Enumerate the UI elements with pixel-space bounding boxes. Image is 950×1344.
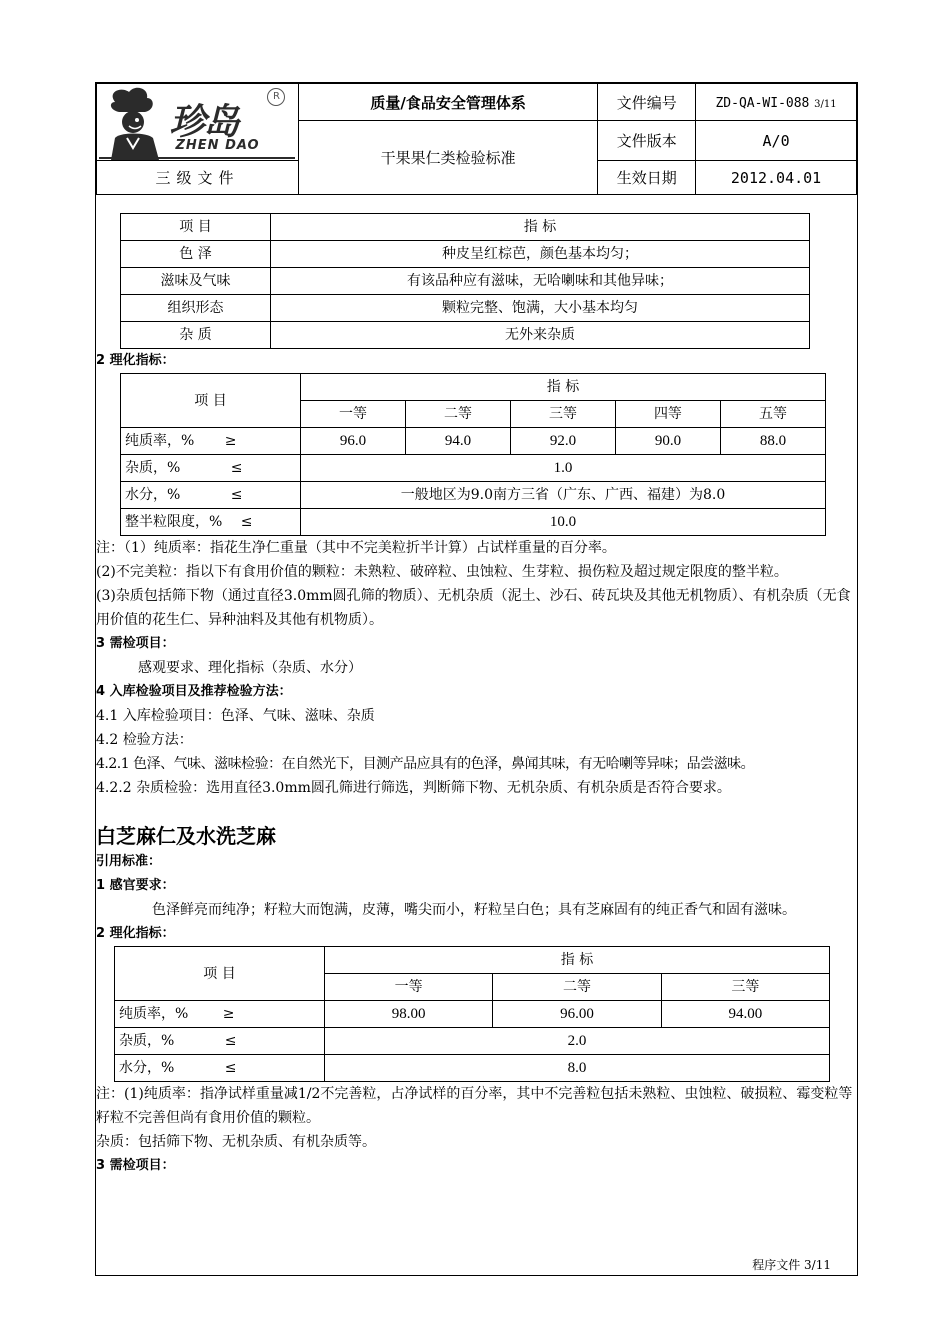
table-row	[115, 1055, 830, 1082]
document-header	[96, 83, 857, 195]
row-symbol: ≥	[224, 433, 237, 449]
row-label	[121, 509, 301, 536]
table-header: 项 目	[121, 214, 271, 241]
table-row	[121, 455, 826, 482]
row-label-text: 杂质，%	[125, 460, 181, 476]
management-system: 质量/食品安全管理体系	[298, 84, 597, 121]
section-heading: 3 需检项目：	[96, 1158, 175, 1173]
table-header: 指 标	[301, 374, 826, 401]
version-value: A/0	[696, 121, 857, 161]
table-cell: 8.0	[325, 1055, 830, 1082]
grade-header: 二等	[493, 974, 661, 1001]
document-page	[95, 82, 858, 1276]
table-cell: 颗粒完整、饱满，大小基本均匀	[271, 295, 810, 322]
table-cell: 组织形态	[121, 295, 271, 322]
table-row	[121, 322, 810, 349]
row-label	[121, 455, 301, 482]
grade-header: 三等	[661, 974, 829, 1001]
row-symbol: ≤	[230, 487, 243, 503]
phys-table-peanut	[120, 373, 826, 536]
doc-no-cell	[696, 84, 857, 121]
table-row	[121, 428, 826, 455]
document-body	[96, 213, 857, 1178]
table-row	[115, 1028, 830, 1055]
section-title: 白芝麻仁及水洗芝麻	[96, 824, 276, 848]
row-label	[115, 1028, 325, 1055]
row-label-text: 水分，%	[125, 487, 181, 503]
row-label-text: 纯质率，%	[125, 433, 195, 449]
table-header: 项 目	[115, 947, 325, 1001]
table-cell: 色 泽	[121, 241, 271, 268]
table-cell: 92.0	[510, 428, 615, 455]
note-line: 注：（1）纯质率：指花生净仁重量（其中不完美粒折半计算）占试样重量的百分率。	[96, 540, 616, 556]
table-cell: 98.00	[325, 1001, 493, 1028]
table-row	[121, 509, 826, 536]
section-heading: 引用标准：	[96, 854, 162, 869]
document-level: 三级文件	[97, 161, 299, 195]
section-heading: 4 入库检验项目及推荐检验方法：	[96, 684, 292, 699]
doc-page-no: 3/11	[814, 99, 837, 110]
table-cell: 2.0	[325, 1028, 830, 1055]
company-logo	[97, 84, 297, 160]
table-header: 指 标	[325, 947, 830, 974]
method-line: 4.2 检验方法：	[96, 732, 193, 748]
table-row	[121, 268, 810, 295]
row-label	[115, 1001, 325, 1028]
table-row	[121, 295, 810, 322]
row-label-text: 水分，%	[119, 1060, 175, 1076]
row-label	[121, 428, 301, 455]
sensory-text: 色泽鲜亮而纯净；籽粒大而饱满，皮薄，嘴尖而小，籽粒呈白色；具有芝麻固有的纯正香气和固有滋味。	[152, 902, 796, 918]
sensory-table	[120, 213, 810, 349]
row-label	[115, 1055, 325, 1082]
version-label: 文件版本	[598, 121, 696, 161]
doc-no-label: 文件编号	[598, 84, 696, 121]
row-symbol: ≤	[240, 514, 253, 530]
section-heading: 2 理化指标：	[96, 926, 175, 941]
brand-name-en: ZHEN DAO	[175, 138, 260, 153]
method-line: 4.2.2 杂质检验：选用直径3.0mm圆孔筛进行筛选，判断筛下物、无机杂质、有机杂质是否符合要求。	[96, 780, 731, 796]
table-row	[121, 482, 826, 509]
table-cell: 杂 质	[121, 322, 271, 349]
grade-header: 五等	[720, 401, 825, 428]
row-label	[121, 482, 301, 509]
note-line: 注：(1)纯质率：指净试样重量减1/2不完善粒，占净试样的百分率，其中不完善粒包括未熟粒、虫蚀粒、破损粒、霉变粒等籽粒不完善但尚有食用价值的颗粒。	[96, 1086, 853, 1126]
table-cell: 96.00	[493, 1001, 661, 1028]
table-cell: 种皮呈红棕芭，颜色基本均匀；	[271, 241, 810, 268]
date-label: 生效日期	[598, 161, 696, 195]
grade-header: 四等	[615, 401, 720, 428]
logo-cell	[97, 84, 299, 161]
table-row	[121, 241, 810, 268]
table-cell: 一般地区为9.0南方三省（广东、广西、福建）为8.0	[301, 482, 826, 509]
table-cell: 滋味及气味	[121, 268, 271, 295]
table-row	[115, 1001, 830, 1028]
row-symbol: ≤	[230, 460, 243, 476]
method-line: 4.1 入库检验项目：色泽、气味、滋味、杂质	[96, 708, 375, 724]
grade-header: 三等	[510, 401, 615, 428]
note-line: (2)不完美粒：指以下有食用价值的颗粒：未熟粒、破碎粒、虫蚀粒、生芽粒、损伤粒及超过规定限度的整半粒。	[96, 564, 788, 580]
check-items: 感观要求、理化指标（杂质、水分）	[138, 660, 362, 676]
grade-header: 一等	[301, 401, 406, 428]
table-cell: 有该品种应有滋味，无哈喇味和其他异味；	[271, 268, 810, 295]
grade-header: 二等	[405, 401, 510, 428]
effective-date: 2012.04.01	[696, 161, 857, 195]
row-symbol: ≤	[224, 1060, 237, 1076]
table-cell: 96.0	[301, 428, 406, 455]
registered-mark: R	[267, 88, 285, 106]
note-line: 杂质：包括筛下物、无机杂质、有机杂质等。	[96, 1134, 376, 1150]
table-cell: 88.0	[720, 428, 825, 455]
page-footer: 程序文件 3/11	[752, 1258, 831, 1272]
table-cell: 90.0	[615, 428, 720, 455]
table-cell: 10.0	[301, 509, 826, 536]
grade-header: 一等	[325, 974, 493, 1001]
table-header: 项 目	[121, 374, 301, 428]
table-cell: 94.0	[405, 428, 510, 455]
brand-name: 珍岛	[169, 102, 238, 143]
table-cell: 94.00	[661, 1001, 829, 1028]
row-symbol: ≥	[222, 1006, 235, 1022]
section-heading: 2 理化指标：	[96, 353, 175, 368]
document-title: 干果果仁类检验标准	[298, 121, 597, 195]
section-heading: 3 需检项目：	[96, 636, 175, 651]
section-heading: 1 感官要求：	[96, 878, 175, 893]
row-label-text: 杂质，%	[119, 1033, 175, 1049]
note-line: (3)杂质包括筛下物（通过直径3.0mm圆孔筛的物质）、无机杂质（泥土、沙石、砖瓦块及其他无机物质）、有机杂质（无食用价值的花生仁、异种油料及其他有机物质）。	[96, 588, 851, 628]
row-symbol: ≤	[224, 1033, 237, 1049]
phys-table-sesame	[114, 946, 830, 1082]
row-label-text: 纯质率，%	[119, 1006, 189, 1022]
table-cell: 无外来杂质	[271, 322, 810, 349]
table-cell: 1.0	[301, 455, 826, 482]
method-line: 4.2.1 色泽、气味、滋味检验：在自然光下，目测产品应具有的色泽，鼻闻其味，有无哈喇等异味；品尝滋味。	[96, 756, 755, 772]
table-header: 指 标	[271, 214, 810, 241]
doc-no: ZD-QA-WI-088	[715, 96, 810, 111]
row-label-text: 整半粒限度，%	[125, 514, 223, 530]
